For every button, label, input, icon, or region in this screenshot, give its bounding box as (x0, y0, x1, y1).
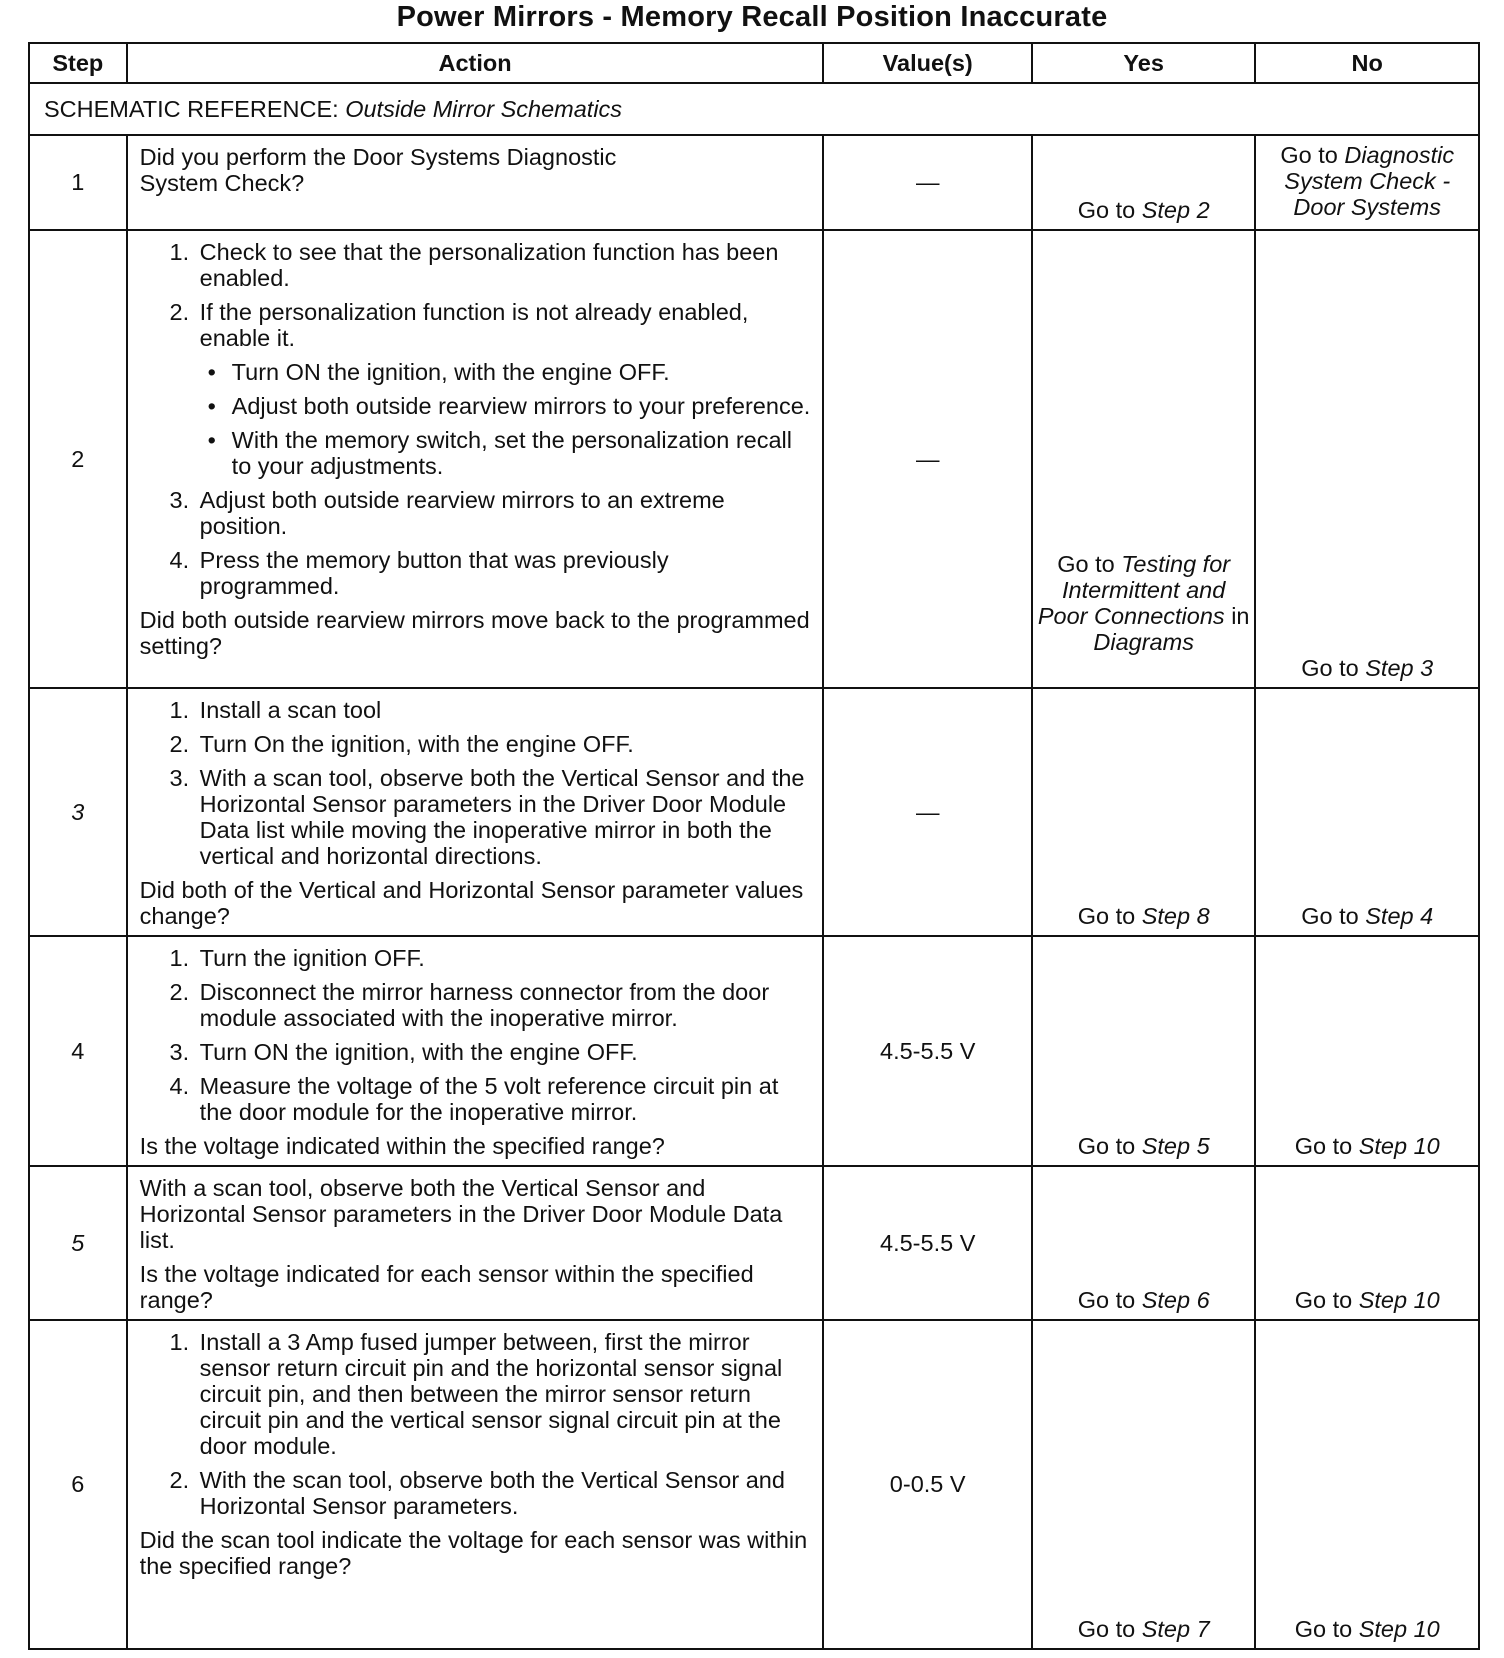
value-cell: — (823, 688, 1031, 936)
step-number: 3 (29, 688, 127, 936)
page-title: Power Mirrors - Memory Recall Position Inaccurate (396, 1, 1108, 33)
table-row (29, 688, 1479, 936)
action-item: 2. Turn On the ignition, with the engine OFF. (196, 731, 811, 757)
schematic-label: SCHEMATIC REFERENCE: (44, 95, 339, 122)
action-item: 3. Turn ON the ignition, with the engine OFF. (196, 1039, 811, 1065)
action-cell (127, 1320, 824, 1649)
header-values: Value(s) (823, 43, 1031, 83)
table-row (29, 936, 1479, 1166)
action-item: 3. With a scan tool, observe both the Vertical Sensor and the Horizontal Sensor parameters in the Driver Door Module Data list while moving the inoperative mirror in both the vertical and horizontal directions. (196, 765, 811, 869)
table-row (29, 135, 1479, 230)
action-cell (127, 1166, 824, 1320)
header-action: Action (127, 43, 824, 83)
value-cell: — (823, 230, 1031, 688)
header-row (29, 43, 1479, 83)
value-cell: — (823, 135, 1031, 230)
header-yes: Yes (1032, 43, 1256, 83)
no-cell[interactable]: Go to Diagnostic System Check - Door Systems (1255, 135, 1479, 230)
yes-link-diagrams: Diagrams (1093, 629, 1194, 655)
no-cell[interactable]: Go to Step 10 (1255, 1320, 1479, 1649)
yes-cell[interactable]: Go to Step 7 (1032, 1320, 1256, 1649)
no-step: 3 (1420, 655, 1434, 681)
schematic-row (29, 83, 1479, 135)
yes-step: 2 (1196, 197, 1210, 223)
yes-cell[interactable]: Go to Step 6 (1032, 1166, 1256, 1320)
action-cell (127, 688, 824, 936)
action-question: Did both of the Vertical and Horizontal Sensor parameter values change? (139, 877, 804, 929)
action-cell (127, 230, 824, 688)
table-row (29, 1166, 1479, 1320)
no-step: 10 (1413, 1133, 1440, 1159)
yes-step: 5 (1196, 1133, 1210, 1159)
action-subitem: • Turn ON the ignition, with the engine OFF. (230, 359, 811, 385)
action-question: Did you perform the Door Systems Diagnostic System Check? (139, 144, 617, 196)
action-item: 2. With the scan tool, observe both the Vertical Sensor and Horizontal Sensor parameters. (196, 1467, 811, 1519)
table-row (29, 1320, 1479, 1649)
action-item: 3. Adjust both outside rearview mirrors to an extreme position. (196, 487, 811, 539)
action-question: Is the voltage indicated for each sensor within the specified range? (139, 1261, 754, 1313)
action-item: 1. Turn the ignition OFF. (196, 945, 811, 971)
value-cell: 0-0.5 V (823, 1320, 1031, 1649)
step-number: 4 (29, 936, 127, 1166)
step-number: 2 (29, 230, 127, 688)
action-question: Is the voltage indicated within the specified range? (139, 1133, 665, 1159)
value-cell: 4.5-5.5 V (823, 1166, 1031, 1320)
action-item: 1. Install a scan tool (196, 697, 811, 723)
yes-cell[interactable]: Go to Testing for Intermittent and Poor Connections in Diagrams (1032, 230, 1256, 688)
no-cell[interactable]: Go to Step 10 (1255, 936, 1479, 1166)
action-question: Did both outside rearview mirrors move back to the programmed setting? (139, 607, 810, 659)
no-step: 10 (1413, 1287, 1440, 1313)
header-no: No (1255, 43, 1479, 83)
yes-step: 7 (1196, 1616, 1210, 1642)
diagnostic-table (28, 42, 1480, 1650)
action-item: 1. Install a 3 Amp fused jumper between, first the mirror sensor return circuit pin and the horizontal sensor signal circuit pin, and then between the mirror sensor return circuit pin and the vertical sensor signal circuit pin at the door module. (196, 1329, 811, 1459)
no-cell[interactable]: Go to Step 3 (1255, 230, 1479, 688)
step-number: 5 (29, 1166, 127, 1320)
yes-cell[interactable]: Go to Step 8 (1032, 688, 1256, 936)
yes-cell[interactable]: Go to Step 2 (1032, 135, 1256, 230)
no-link: Diagnostic System Check - Door Systems (1284, 142, 1455, 220)
action-item: 2. Disconnect the mirror harness connector from the door module associated with the inoperative mirror. (196, 979, 811, 1031)
action-text: With a scan tool, observe both the Vertical Sensor and Horizontal Sensor parameters in the Driver Door Module Data list. (139, 1175, 783, 1253)
table-row (29, 230, 1479, 688)
value-cell: 4.5-5.5 V (823, 936, 1031, 1166)
action-item: 2. If the personalization function is not already enabled, enable it. • Turn ON the ignition, with the engine OFF. • Adjust both outside rearview mirrors to your preference. • With the memory switch, set the personalization recall to your adjustments. (196, 299, 811, 479)
no-cell[interactable]: Go to Step 4 (1255, 688, 1479, 936)
action-subitem: • Adjust both outside rearview mirrors to your preference. (230, 393, 811, 419)
no-step: 10 (1413, 1616, 1440, 1642)
action-cell (127, 936, 824, 1166)
step-number: 1 (29, 135, 127, 230)
schematic-link[interactable]: Outside Mirror Schematics (345, 95, 623, 122)
no-step: 4 (1420, 903, 1434, 929)
yes-link: Testing for Intermittent and Poor Connections (1037, 551, 1231, 629)
yes-step: 8 (1196, 903, 1210, 929)
action-question: Did the scan tool indicate the voltage for each sensor was within the specified range? (139, 1527, 808, 1579)
step-number: 6 (29, 1320, 127, 1649)
action-subitem: • With the memory switch, set the personalization recall to your adjustments. (230, 427, 811, 479)
action-item: 4. Press the memory button that was previously programmed. (196, 547, 811, 599)
schematic-reference (29, 83, 1479, 135)
action-cell (127, 135, 824, 230)
action-item: 1. Check to see that the personalization function has been enabled. (196, 239, 811, 291)
yes-cell[interactable]: Go to Step 5 (1032, 936, 1256, 1166)
action-item: 4. Measure the voltage of the 5 volt reference circuit pin at the door module for the inoperative mirror. (196, 1073, 811, 1125)
header-step: Step (29, 43, 127, 83)
no-cell[interactable]: Go to Step 10 (1255, 1166, 1479, 1320)
yes-step: 6 (1196, 1287, 1210, 1313)
